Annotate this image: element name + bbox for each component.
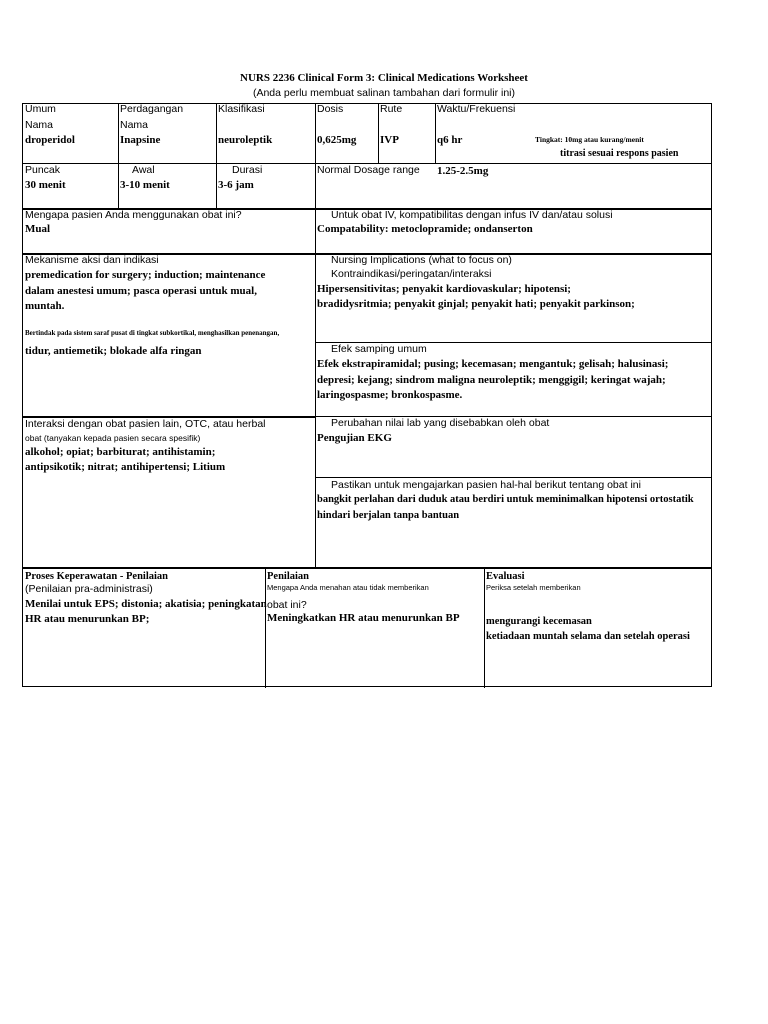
evaluasi-sub: Periksa setelah memberikan [486,583,581,592]
reason-label: Mengapa pasien Anda menggunakan obat ini? [25,209,242,221]
iv-compat-value: Compatability: metoclopramide; ondanserton [317,223,533,235]
col-divider [378,104,379,163]
onset-value: 3-10 menit [120,179,170,191]
dose-value: 0,625mg [317,134,357,146]
penilaian-sub2: obat ini? [267,599,307,611]
nursing-implications-label: Nursing Implications (what to focus on) [331,254,512,266]
medication-worksheet-form [22,103,712,687]
form-subtitle: (Anda perlu membuat salinan tambahan dari formulir ini) [252,87,516,99]
waktu-label: Waktu/Frekuensi [437,103,516,115]
assessment-line: HR atau menurunkan BP; [25,613,150,625]
evaluation-line: ketiadaan muntah selama dan setelah operasi [486,631,690,642]
side-effects-line: depresi; kejang; sindrom maligna neuroleptik; menggigil; keringat wajah; [317,374,666,386]
normal-dosage-label: Normal Dosage range [317,164,420,176]
umum-nama-label: Nama [25,119,54,131]
trade-name-value: Inapsine [120,134,161,146]
nursing-process-label: Proses Keperawatan - Penilaian [25,571,169,582]
penilaian-value: Meningkatkan HR atau menurunkan BP [267,612,460,624]
penilaian-label: Penilaian [267,571,310,582]
lab-changes-value: Pengujian EKG [317,432,392,444]
side-effects-label: Efek samping umum [331,343,427,355]
frequency-value: q6 hr [437,134,463,146]
mechanism-line: muntah. [25,300,65,312]
evaluasi-label: Evaluasi [486,571,525,582]
klasifikasi-label: Klasifikasi [218,103,265,115]
rate-note: Tingkat: 10mg atau kurang/menit [535,135,644,144]
puncak-label: Puncak [25,164,61,176]
mechanism-label: Mekanisme aksi dan indikasi [25,254,159,266]
peak-value: 30 menit [25,179,66,191]
umum-label: Umum [25,103,56,115]
classification-value: neuroleptik [218,134,273,146]
evaluation-line: mengurangi kecemasan [486,616,592,627]
titration-note: titrasi sesuai respons pasien [560,148,679,159]
col-divider [216,104,217,208]
normal-dosage-value: 1.25-2.5mg [437,165,489,177]
interactions-sub: obat (tanyakan kepada pasien secara spesifik) [25,433,201,443]
teaching-line: bangkit perlahan dari duduk atau berdiri untuk meminimalkan hipotensi ortostatik [317,494,694,505]
durasi-label: Durasi [232,164,263,176]
generic-name-value: droperidol [25,134,75,146]
col-divider [118,104,119,208]
interactions-line: antipsikotik; nitrat; antihipertensi; Litium [25,461,226,473]
form-title: NURS 2236 Clinical Form 3: Clinical Medications Worksheet [240,72,528,84]
col-divider [265,567,266,688]
route-value: IVP [380,134,399,146]
row-divider [315,477,711,478]
assessment-line: Menilai untuk EPS; distonia; akatisia; peningkatan [25,598,267,610]
contraindications-label: Kontraindikasi/peringatan/interaksi [331,268,492,280]
iv-compat-label: Untuk obat IV, kompatibilitas dengan infus IV dan/atau solusi [331,209,613,221]
duration-value: 3-6 jam [218,179,254,191]
col-divider [484,567,485,688]
interactions-label: Interaksi dengan obat pasien lain, OTC, atau herbal [25,418,266,430]
mechanism-line: dalam anestesi umum; pasca operasi untuk mual, [25,285,257,297]
perdagangan-label: Perdagangan [120,103,184,115]
side-effects-line: Efek ekstrapiramidal; pusing; kecemasan; mengantuk; gelisah; halusinasi; [317,358,669,370]
perdagangan-nama-label: Nama [120,119,149,131]
teaching-line: hindari berjalan tanpa bantuan [317,510,460,521]
reason-value: Mual [25,223,51,235]
teaching-label: Pastikan untuk mengajarkan pasien hal-hal berikut tentang obat ini [331,479,641,491]
interactions-line: alkohol; opiat; barbiturat; antihistamin; [25,446,216,458]
col-divider [435,104,436,163]
dosis-label: Dosis [317,103,344,115]
awal-label: Awal [132,164,155,176]
mechanism-detail: Bertindak pada sistem saraf pusat di tingkat subkortikal, menghasilkan penenangan, [25,329,280,337]
col-divider [315,104,316,567]
contraindications-line: Hipersensitivitas; penyakit kardiovaskular; hipotensi; [317,283,571,295]
lab-changes-label: Perubahan nilai lab yang disebabkan oleh obat [331,417,550,429]
mechanism-tail: tidur, antiemetik; blokade alfa ringan [25,345,202,357]
contraindications-line: bradidysritmia; penyakit ginjal; penyakit hati; penyakit parkinson; [317,298,635,310]
side-effects-line: laringospasme; bronkospasme. [317,389,463,401]
penilaian-sub: Mengapa Anda menahan atau tidak memberikan [267,583,429,592]
mechanism-line: premedication for surgery; induction; maintenance [25,269,266,281]
rute-label: Rute [380,103,403,115]
nursing-process-sub: (Penilaian pra-administrasi) [25,583,153,595]
